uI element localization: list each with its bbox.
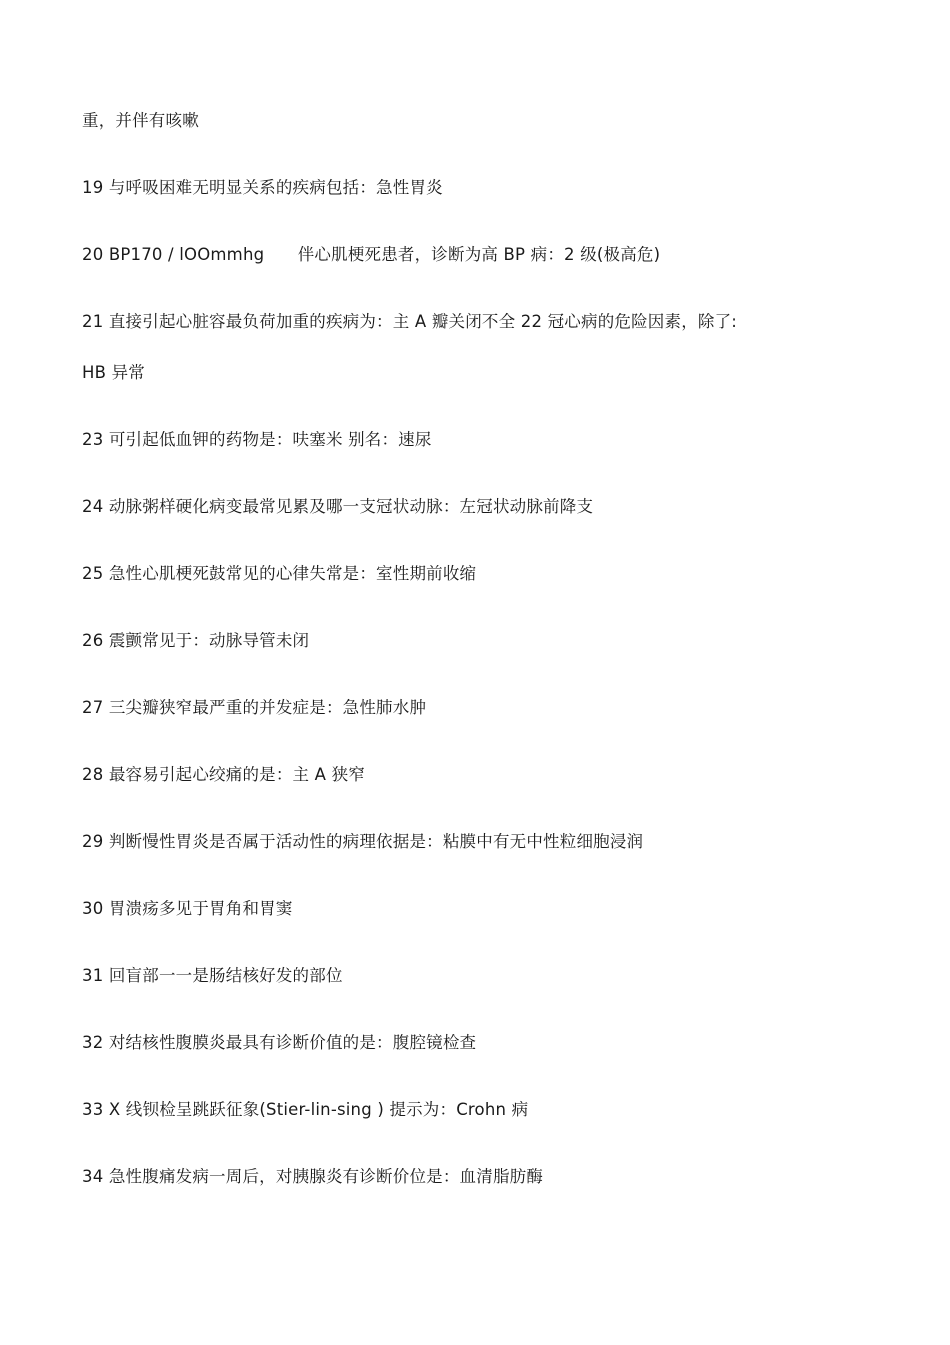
text-line: 20 BP170 / lOOmmhg 伴心肌梗死患者，诊断为高 BP 病：2 级(极高危): [82, 245, 661, 264]
text-line: 27 三尖瓣狭窄最严重的并发症是：急性肺水肿: [82, 698, 427, 717]
text-line: 33 X 线钡检呈跳跃征象(Stier-lin-sing ) 提示为：Crohn 病: [82, 1100, 529, 1119]
text-line: 32 对结核性腹膜炎最具有诊断价值的是：腹腔镜检查: [82, 1033, 477, 1052]
text-line: 29 判断慢性胃炎是否属于活动性的病理依据是：粘膜中有无中性粒细胞浸润: [82, 832, 644, 851]
text-line: 重，并伴有咳嗽: [82, 111, 199, 130]
text-line: 25 急性心肌梗死鼓常见的心律失常是：室性期前收缩: [82, 564, 477, 583]
text-line: 24 动脉粥样硬化病变最常见累及哪一支冠状动脉：左冠状动脉前降支: [82, 497, 594, 516]
text-line: HB 异常: [82, 363, 145, 382]
text-line: 23 可引起低血钾的药物是：呋塞米 别名：速尿: [82, 430, 432, 449]
text-line: 34 急性腹痛发病一周后，对胰腺炎有诊断价位是：血清脂肪酶: [82, 1167, 544, 1186]
text-line: 19 与呼吸困难无明显关系的疾病包括：急性胃炎: [82, 178, 443, 197]
text-line: 31 回盲部一一是肠结核好发的部位: [82, 966, 343, 985]
text-line: 26 震颤常见于：动脉导管未闭: [82, 631, 310, 650]
text-line: 21 直接引起心脏容最负荷加重的疾病为：主 A 瓣关闭不全 22 冠心病的危险因素，除了:: [82, 312, 738, 331]
text-line: 30 胃溃疡多见于胃角和胃窦: [82, 899, 293, 918]
text-line: 28 最容易引起心绞痛的是：主 A 狭窄: [82, 765, 366, 784]
